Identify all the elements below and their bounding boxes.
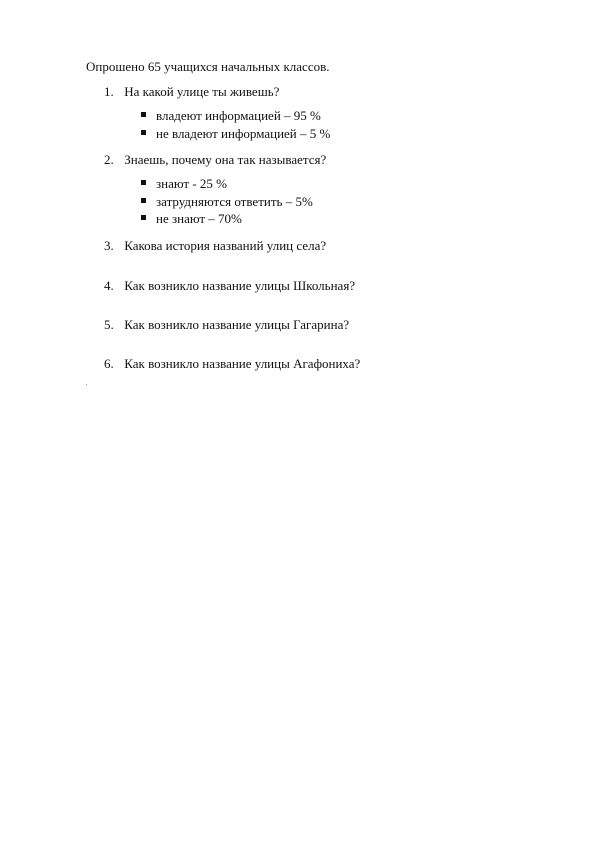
survey-intro: Опрошено 65 учащихся начальных классов. [86, 59, 330, 74]
question-text: Как возникло название улицы Школьная? [124, 278, 356, 293]
question-number: 3. [104, 238, 114, 253]
question-text: Как возникло название улицы Агафониха? [124, 356, 361, 371]
answer-item: не знают – 70% [140, 210, 313, 228]
answer-item: владеют информацией – 95 % [140, 107, 330, 125]
square-bullet-icon [141, 215, 146, 220]
question-number: 2. [104, 152, 114, 167]
square-bullet-icon [141, 198, 146, 203]
question-text: Знаешь, почему она так называется? [124, 152, 327, 167]
question-4 [104, 278, 355, 294]
question-3 [104, 238, 326, 254]
question-6 [104, 356, 360, 372]
answer-item: затрудняются ответить – 5% [140, 193, 313, 211]
square-bullet-icon [141, 130, 146, 135]
stray-mark [86, 384, 87, 385]
answer-list-2 [140, 175, 313, 228]
answer-item: не владеют информацией – 5 % [140, 125, 330, 143]
question-2 [104, 152, 326, 168]
square-bullet-icon [141, 112, 146, 117]
answer-item: знают - 25 % [140, 175, 313, 193]
question-number: 1. [104, 84, 114, 99]
question-5 [104, 317, 349, 333]
question-text: Какова история названий улиц села? [124, 238, 327, 253]
question-1 [104, 84, 279, 100]
question-number: 5. [104, 317, 114, 332]
answer-list-1 [140, 107, 330, 142]
question-text: Как возникло название улицы Гагарина? [124, 317, 350, 332]
question-number: 6. [104, 356, 114, 371]
question-number: 4. [104, 278, 114, 293]
square-bullet-icon [141, 180, 146, 185]
question-text: На какой улице ты живешь? [124, 84, 280, 99]
